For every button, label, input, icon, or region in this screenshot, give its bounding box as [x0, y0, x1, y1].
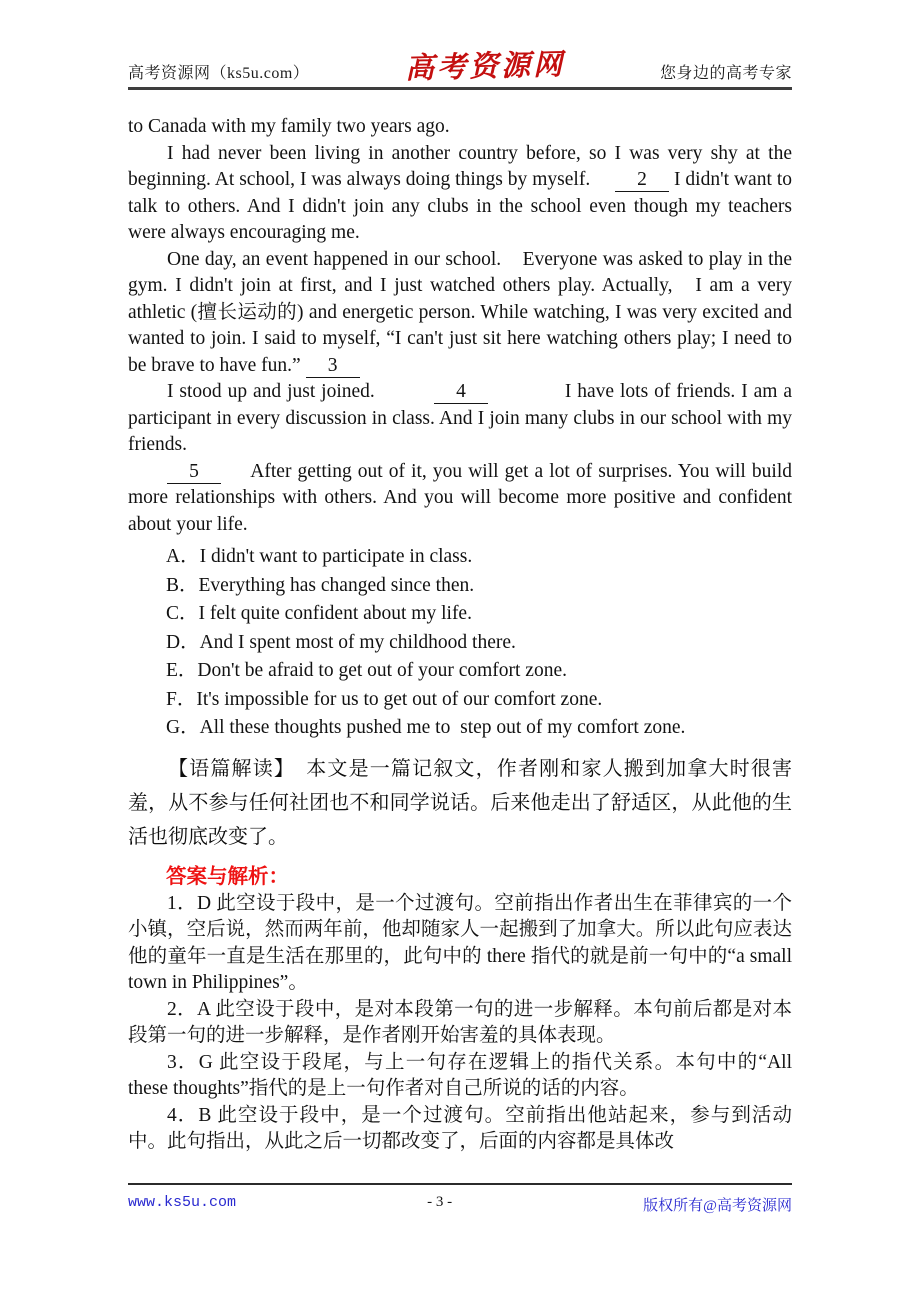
- header-site-label: 高考资源网（ks5u.com）: [128, 65, 310, 82]
- option-list: [128, 543, 792, 743]
- header-tagline: 您身边的高考专家: [659, 65, 792, 82]
- answer-item: 4．B 此空设于段中，是一个过渡句。空前指出他站起来，参与到活动中。此句指出，从此之后一切都改变了，后面的内容都是具体改: [128, 1104, 792, 1152]
- cloze-passage: [128, 114, 792, 538]
- option-item: A．I didn't want to participate in class.: [166, 546, 473, 567]
- answer-key: 3．G: [167, 1051, 213, 1073]
- footer-page-number: - 3 -: [427, 1194, 453, 1210]
- option-item: F．It's impossible for us to get out of our comfort zone.: [166, 688, 603, 710]
- answer-item: 1．D 此空设于段中，是一个过渡句。空前指出作者出生在菲律宾的一个小镇，空后说，然而两年前，他却随家人一起搬到了加拿大。所以此句应表达他的童年一直是生活在那里的，此句中的 there 指代的就是前一句中的“a small town in Philippines”。: [128, 892, 792, 993]
- cloze-blank: 3: [306, 355, 360, 378]
- passage-paragraph: I had never been living in another country before, so I was very shy at the beginning. At school, I was always doing things by myself. 2 I didn't want to talk to others. And I didn't join any clubs in the school even though my teachers were always encouraging me.: [128, 142, 792, 243]
- option-item: B．Everything has changed since then.: [166, 574, 475, 596]
- answer-item: 2．A 此空设于段中，是对本段第一句的进一步解释。本句前后都是对本段第一句的进一步解释，是作者刚开始害羞的具体表现。: [128, 998, 792, 1046]
- cloze-blank: 5: [167, 461, 221, 484]
- option-item: G．All these thoughts pushed me to step out of my comfort zone.: [166, 717, 686, 738]
- cloze-blank: 4: [434, 381, 488, 404]
- option-item: E．Don't be afraid to get out of your comfort zone.: [166, 660, 567, 681]
- answer-item: 3．G 此空设于段尾，与上一句存在逻辑上的指代关系。本句中的“All these thoughts”指代的是上一句作者对自己所说的话的内容。: [128, 1051, 792, 1099]
- answers-heading: 答案与解析：: [166, 864, 289, 888]
- passage-paragraph: 5 After getting out of it, you will get a lot of surprises. You will build more relationships with others. And you will become more positive and confident about your life.: [128, 460, 792, 535]
- answer-key: 4．B: [167, 1104, 212, 1126]
- reading-note: [128, 752, 792, 854]
- page-footer: [128, 1183, 792, 1215]
- reading-note-text: 本文是一篇记叙文，作者刚和家人搬到加拿大时很害羞，从不参与任何社团也不和同学说话。后来他走出了舒适区，从此他的生活也彻底改变了。: [128, 757, 793, 848]
- page-header: [128, 0, 792, 90]
- passage-paragraph: I stood up and just joined. 4 I have lots of friends. I am a participant in every discussion in class. And I join many clubs in our school with my friends.: [128, 381, 793, 455]
- option-item: D．And I spent most of my childhood there.: [166, 631, 516, 653]
- document-body: [128, 114, 792, 1156]
- option-item: C．I felt quite confident about my life.: [166, 603, 472, 624]
- answer-list: [128, 891, 792, 1156]
- answer-key: 1．D: [167, 892, 212, 914]
- passage-paragraph: to Canada with my family two years ago.: [128, 116, 450, 137]
- footer-url-link[interactable]: www.ks5u.com: [128, 1194, 237, 1211]
- reading-note-label: 【语篇解读】: [168, 757, 286, 780]
- footer-copyright: 版权所有@高考资源网: [643, 1198, 792, 1214]
- answer-key: 2．A: [167, 998, 211, 1020]
- site-logo: 高考资源网: [404, 48, 566, 86]
- passage-paragraph: One day, an event happened in our school. Everyone was asked to play in the gym. I didn't join at first, and I just watched others play. Actually, I am a very athletic (擅长运动的) and energetic person. While watching, I was very excited and wanted to join. I said to myself, “I can't just sit here watching others play; I need to be brave to have fun.” 3: [128, 248, 792, 376]
- cloze-blank: 2: [615, 169, 669, 192]
